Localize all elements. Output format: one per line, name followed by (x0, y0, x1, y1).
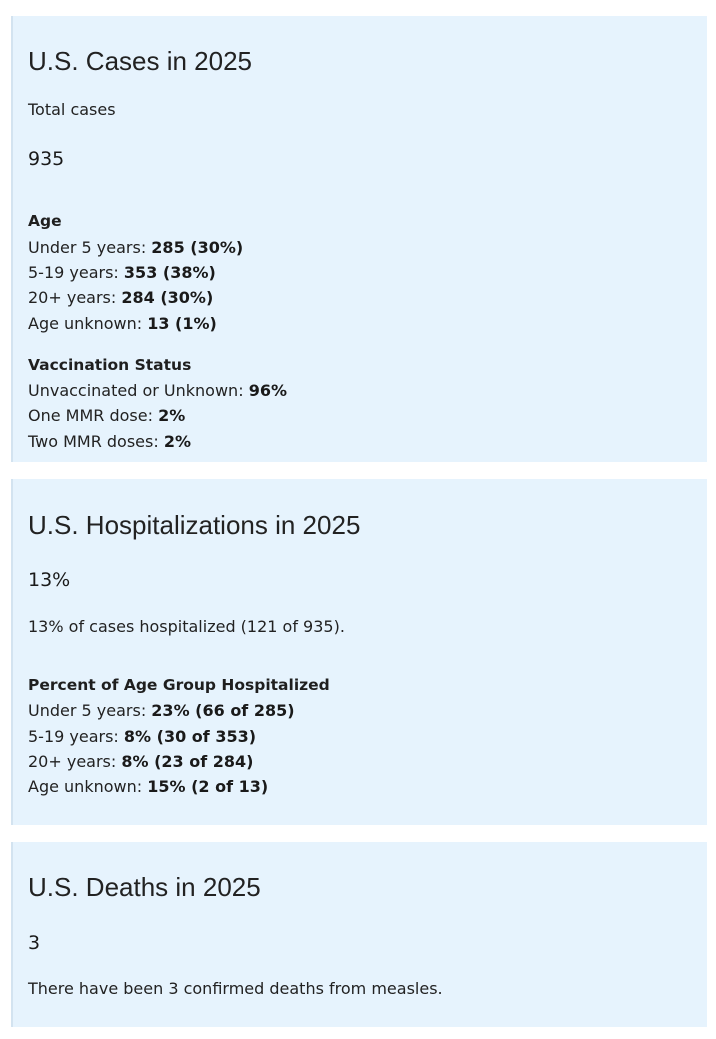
hosp-row-unknown: Age unknown: 15% (2 of 13) (28, 777, 269, 796)
hosp-row-20-plus: 20+ years: 8% (23 of 284) (28, 752, 254, 771)
cases-title: U.S. Cases in 2025 (28, 46, 253, 76)
vax-row-one-dose: One MMR dose: 2% (28, 406, 186, 425)
age-row-5-19: 5-19 years: 353 (38%) (28, 263, 216, 282)
vax-row-unvaccinated: Unvaccinated or Unknown: 96% (28, 381, 287, 400)
total-cases-value: 935 (28, 148, 65, 170)
vaccination-heading: Vaccination Status (28, 356, 192, 374)
age-row-unknown: Age unknown: 13 (1%) (28, 314, 217, 333)
age-row-under-5: Under 5 years: 285 (30%) (28, 238, 244, 257)
hospitalizations-title: U.S. Hospitalizations in 2025 (28, 510, 361, 540)
hospitalizations-percent: 13% (28, 569, 71, 591)
hospitalizations-description: 13% of cases hospitalized (121 of 935). (28, 617, 345, 636)
hosp-row-under-5: Under 5 years: 23% (66 of 285) (28, 701, 295, 720)
total-cases-label: Total cases (28, 100, 116, 119)
deaths-title: U.S. Deaths in 2025 (28, 872, 261, 902)
deaths-card (11, 842, 707, 1027)
vax-row-two-doses: Two MMR doses: 2% (28, 432, 192, 451)
hosp-row-5-19: 5-19 years: 8% (30 of 353) (28, 727, 257, 746)
hospitalizations-card (11, 479, 707, 825)
age-row-20-plus: 20+ years: 284 (30%) (28, 288, 214, 307)
deaths-description: There have been 3 confirmed deaths from measles. (28, 979, 443, 998)
hospitalized-age-heading: Percent of Age Group Hospitalized (28, 676, 330, 694)
deaths-count: 3 (28, 932, 41, 954)
age-heading: Age (28, 212, 62, 230)
cases-card (11, 16, 707, 462)
